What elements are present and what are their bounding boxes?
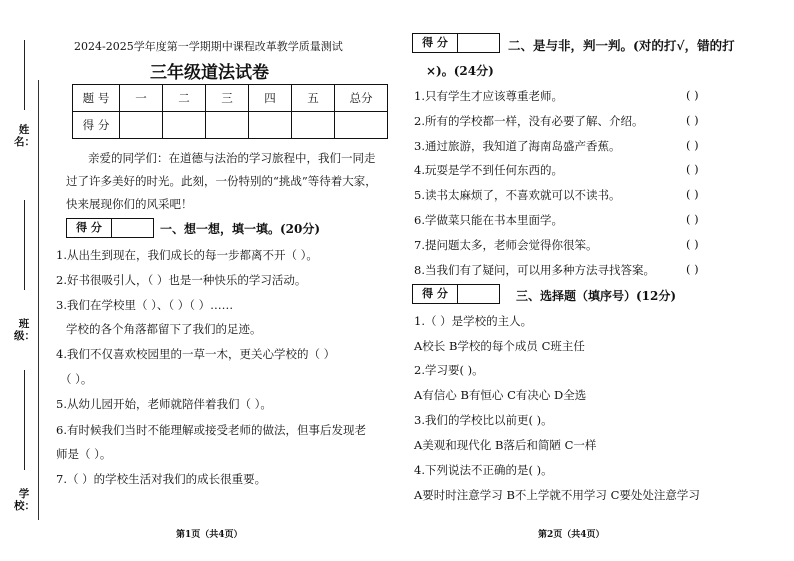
judge-question: 3.通过旅游，我知道了海南岛盛产香蕉。 (414, 139, 621, 153)
answer-paren[interactable]: ( ) (686, 187, 699, 201)
score-box-label: 得 分 (413, 285, 458, 303)
answer-paren[interactable]: ( ) (686, 113, 699, 127)
answer-paren[interactable]: ( ) (686, 138, 699, 152)
school-label: 学校： (14, 488, 35, 512)
answer-paren[interactable]: ( ) (686, 262, 699, 276)
judge-question: 1.只有学生才应该尊重老师。 (414, 89, 563, 103)
exam-header: 2024-2025学年度第一学期期中课程改革教学质量测试 (74, 40, 343, 53)
score-input-cell[interactable] (163, 112, 206, 139)
class-label: 班级： (14, 318, 35, 342)
score-box-section3 (412, 284, 500, 304)
score-box-blank[interactable] (112, 219, 153, 237)
judge-question: 4.玩耍是学不到任何东西的。 (414, 163, 563, 177)
section2-title-cont: ×)。(24分) (426, 64, 494, 78)
score-input-cell[interactable] (206, 112, 249, 139)
choice-line: A校长 B学校的每个成员 C班主任 (414, 339, 585, 353)
choice-line: A有信心 B有恒心 C有决心 D全选 (414, 388, 587, 402)
judge-question: 7.提问题太多，老师会觉得你很笨。 (414, 238, 598, 252)
question: 6.有时候我们当时不能理解或接受老师的做法，但事后发现老 (56, 423, 366, 437)
name-label: 姓名： (14, 124, 35, 148)
page1-footer: 第1页（共4页） (176, 530, 243, 540)
score-cell: 二 (163, 85, 206, 112)
score-box-label: 得 分 (413, 34, 458, 52)
intro-line: 快来展现你们的风采吧！ (66, 197, 193, 211)
choice-line: 4.下列说法不正确的是( )。 (414, 463, 553, 477)
answer-paren[interactable]: ( ) (686, 237, 699, 251)
choice-line: A美观和现代化 B落后和简陋 C一样 (414, 438, 597, 452)
score-table (72, 84, 388, 139)
answer-paren[interactable]: ( ) (686, 162, 699, 176)
score-cell: 一 (120, 85, 163, 112)
section2-title: 二、是与非，判一判。(对的打√，错的打 (508, 38, 735, 53)
score-input-cell[interactable] (292, 112, 335, 139)
score-box-blank[interactable] (458, 34, 499, 52)
score-box-blank[interactable] (458, 285, 499, 303)
choice-line: 3.我们的学校比以前更( )。 (414, 413, 553, 427)
question: 师是（ ）。 (56, 447, 112, 461)
choice-line: A要时时注意学习 B不上学就不用学习 C要处处注意学习 (414, 488, 700, 502)
exam-title: 三年级道法试卷 (150, 63, 269, 83)
judge-question: 2.所有的学校都一样，没有必要了解、介绍。 (414, 114, 644, 128)
choice-line: 1.（ ）是学校的主人。 (414, 314, 533, 328)
school-line (24, 370, 25, 470)
score-input-cell[interactable] (335, 112, 388, 139)
question: 2.好书很吸引人，（ ）也是一种快乐的学习活动。 (56, 273, 307, 287)
question: （ ）。 (60, 372, 93, 386)
name-line (24, 40, 25, 110)
class-line-top (24, 200, 25, 290)
score-cell: 四 (249, 85, 292, 112)
section1-title: 一、想一想，填一填。(20分) (160, 222, 321, 236)
question: 学校的各个角落都留下了我们的足迹。 (66, 322, 262, 336)
question: 3.我们在学校里（ ）、（ ）（ ）…… (56, 298, 234, 312)
judge-question: 5.读书太麻烦了，不喜欢就可以不读书。 (414, 188, 621, 202)
binding-line (38, 80, 39, 520)
score-box-section2 (412, 33, 500, 53)
judge-question: 8.当我们有了疑问，可以用多种方法寻找答案。 (414, 263, 655, 277)
judge-question: 6.学做菜只能在书本里面学。 (414, 213, 563, 227)
score-cell: 五 (292, 85, 335, 112)
score-input-cell[interactable] (120, 112, 163, 139)
score-box-label: 得 分 (67, 219, 112, 237)
intro-line: 过了许多美好的时光。此刻，一份特别的“挑战”等待着大家， (66, 174, 377, 188)
question: 7.（ ）的学校生活对我们的成长很重要。 (56, 472, 267, 486)
page2-footer: 第2页（共4页） (538, 530, 605, 540)
score-box-section1 (66, 218, 154, 238)
intro-line: 亲爱的同学们：在道德与法治的学习旅程中，我们一同走 (88, 151, 376, 165)
score-cell: 总分 (335, 85, 388, 112)
score-cell: 题 号 (73, 85, 120, 112)
score-table-score-row (73, 112, 388, 139)
answer-paren[interactable]: ( ) (686, 212, 699, 226)
section3-title: 三、选择题（填序号）(12分) (516, 289, 677, 303)
score-cell: 得 分 (73, 112, 120, 139)
question: 4.我们不仅喜欢校园里的一草一木，更关心学校的（ ） (56, 347, 336, 361)
answer-paren[interactable]: ( ) (686, 88, 699, 102)
score-table-header-row (73, 85, 388, 112)
question: 1.从出生到现在，我们成长的每一步都离不开（ ）。 (56, 248, 318, 262)
score-input-cell[interactable] (249, 112, 292, 139)
choice-line: 2.学习要( )。 (414, 363, 484, 377)
score-cell: 三 (206, 85, 249, 112)
question: 5.从幼儿园开始，老师就陪伴着我们（ ）。 (56, 397, 272, 411)
